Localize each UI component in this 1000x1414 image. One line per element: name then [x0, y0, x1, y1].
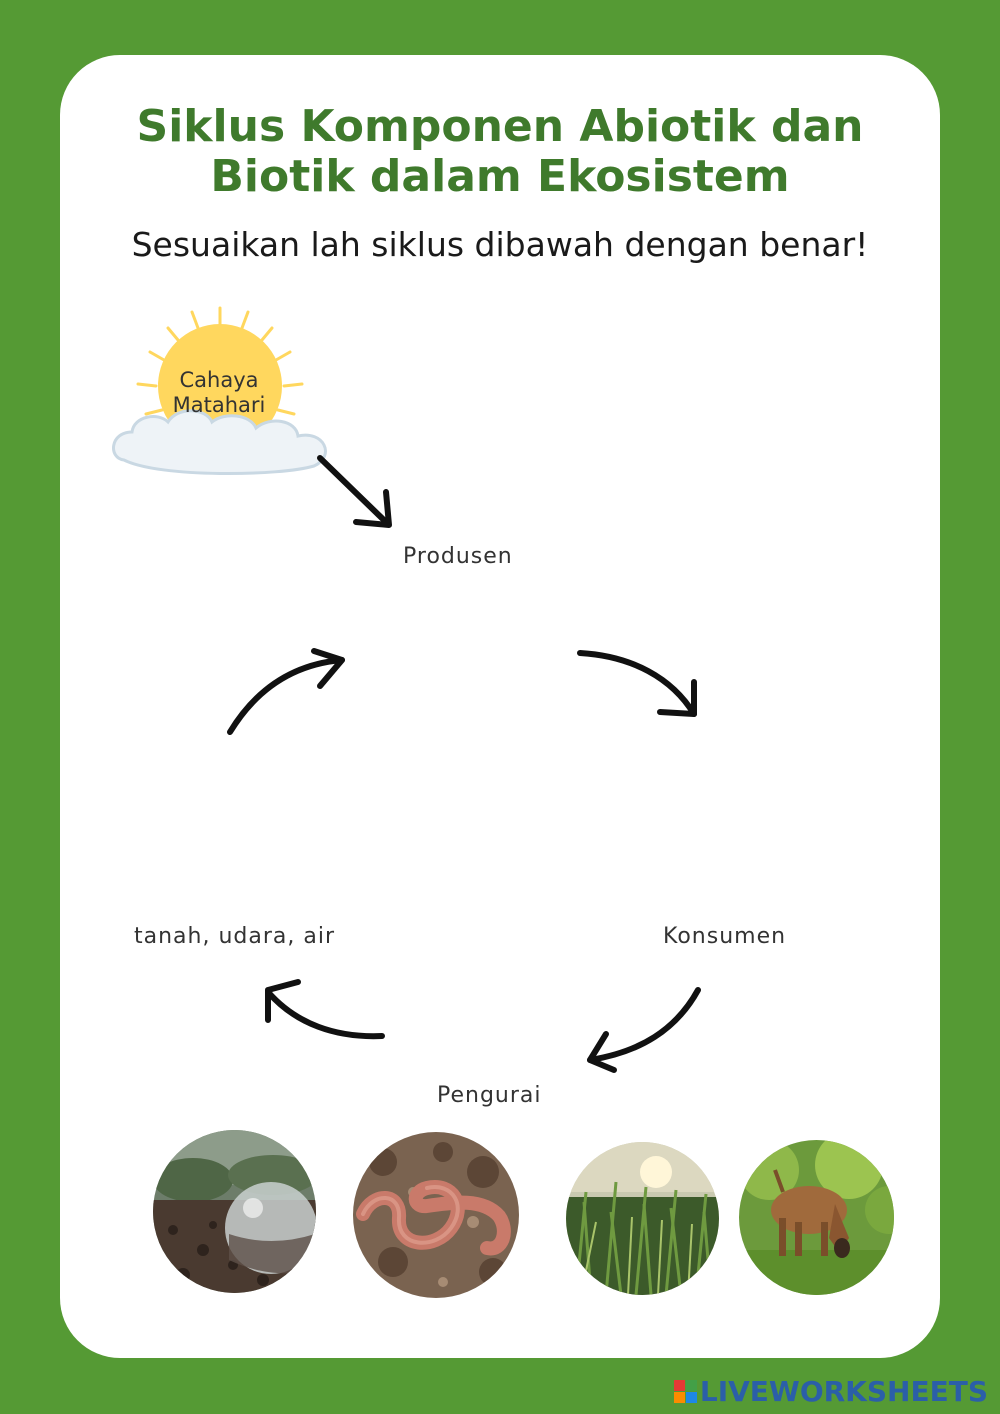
goat-photo[interactable]: [739, 1140, 894, 1295]
liveworksheets-text: LIVEWORKSHEETS: [699, 1375, 988, 1408]
title-line-1: Siklus Komponen Abiotik dan: [136, 101, 864, 152]
liveworksheets-logo: [674, 1375, 988, 1408]
label-abiotik: tanah, udara, air: [134, 924, 336, 949]
sun-label-line-2: Matahari: [172, 393, 266, 417]
label-produsen: Produsen: [403, 544, 513, 569]
liveworksheets-icon: [674, 1380, 697, 1403]
instruction-text: Sesuaikan lah siklus dibawah dengan benar!: [131, 225, 869, 264]
arrow-konsumen-to-pengurai: [590, 990, 698, 1070]
label-konsumen: Konsumen: [663, 924, 787, 949]
grass-photo[interactable]: [566, 1142, 719, 1295]
arrow-abiotik-to-produsen: [230, 651, 342, 732]
earthworm-photo[interactable]: [353, 1132, 519, 1298]
arrow-sun-to-produsen: [320, 458, 389, 525]
label-pengurai: Pengurai: [437, 1083, 542, 1108]
title-line-2: Biotik dalam Ekosistem: [210, 151, 790, 202]
arrow-pengurai-to-abiotik: [268, 982, 382, 1036]
soil-water-photo[interactable]: [153, 1130, 316, 1293]
sun-label-line-1: Cahaya: [179, 368, 259, 392]
arrow-produsen-to-konsumen: [580, 653, 694, 714]
